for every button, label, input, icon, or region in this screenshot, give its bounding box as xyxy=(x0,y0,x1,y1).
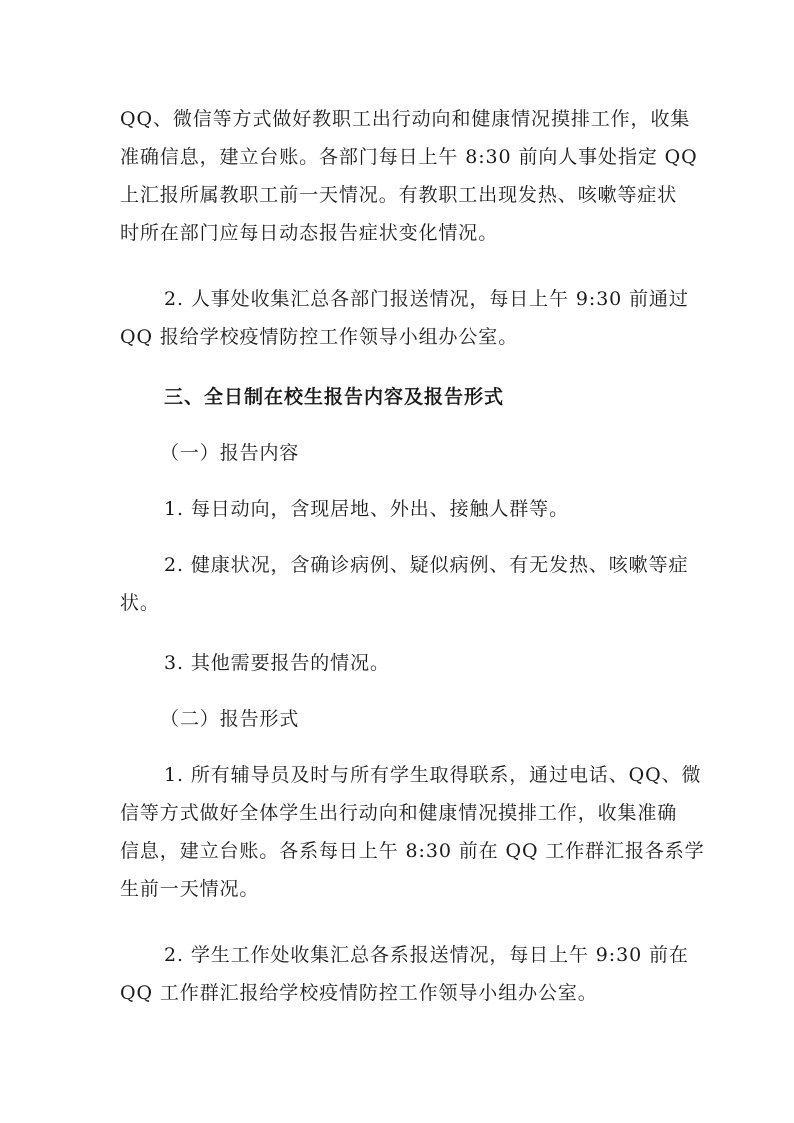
paragraph-line: QQ、微信等方式做好教职工出行动向和健康情况摸排工作，收集 xyxy=(120,108,691,130)
paragraph-line: 上汇报所属教职工前一天情况。有教职工出现发热、咳嗽等症状 xyxy=(120,184,678,206)
paragraph-line: 2. 学生工作处收集汇总各系报送情况，每日上午 9:30 前在 xyxy=(164,944,689,966)
paragraph-line: 时所在部门应每日动态报告症状变化情况。 xyxy=(120,222,499,244)
paragraph-line: 1. 每日动向，含现居地、外出、接触人群等。 xyxy=(164,498,569,520)
paragraph-line: 信等方式做好全体学生出行动向和健康情况摸排工作，收集准确 xyxy=(120,802,678,824)
paragraph-line: 2. 健康状况，含确诊病例、疑似病例、有无发热、咳嗽等症 xyxy=(164,554,689,576)
list-item xyxy=(120,756,705,908)
paragraph-staff-reporting-method xyxy=(120,100,698,252)
paragraph-line: QQ 报给学校疫情防控工作领导小组办公室。 xyxy=(120,326,519,348)
paragraph-hr-summary xyxy=(120,280,689,356)
paragraph-line: 信息，建立台账。各系每日上午 8:30 前在 QQ 工作群汇报各系学 xyxy=(120,840,705,862)
subsection-heading-report-form: （二）报告形式 xyxy=(160,708,300,730)
subsection-heading-report-content: （一）报告内容 xyxy=(160,442,300,464)
paragraph-line: QQ 工作群汇报给学校疫情防控工作领导小组办公室。 xyxy=(120,982,598,1004)
paragraph-line: 2. 人事处收集汇总各部门报送情况，每日上午 9:30 前通过 xyxy=(164,288,689,310)
paragraph-line: 状。 xyxy=(120,592,160,614)
section-heading: 三、全日制在校生报告内容及报告形式 xyxy=(164,386,505,408)
paragraph-line: 准确信息，建立台账。各部门每日上午 8:30 前向人事处指定 QQ xyxy=(120,146,698,168)
list-item xyxy=(120,546,689,622)
paragraph-line: 3. 其他需要报告的情况。 xyxy=(164,652,390,674)
list-item xyxy=(120,644,675,682)
list-item xyxy=(120,936,689,1012)
paragraph-line: 生前一天情况。 xyxy=(120,878,260,900)
list-item xyxy=(120,490,675,528)
paragraph-line: 1. 所有辅导员及时与所有学生取得联系，通过电话、QQ、微 xyxy=(164,764,702,786)
